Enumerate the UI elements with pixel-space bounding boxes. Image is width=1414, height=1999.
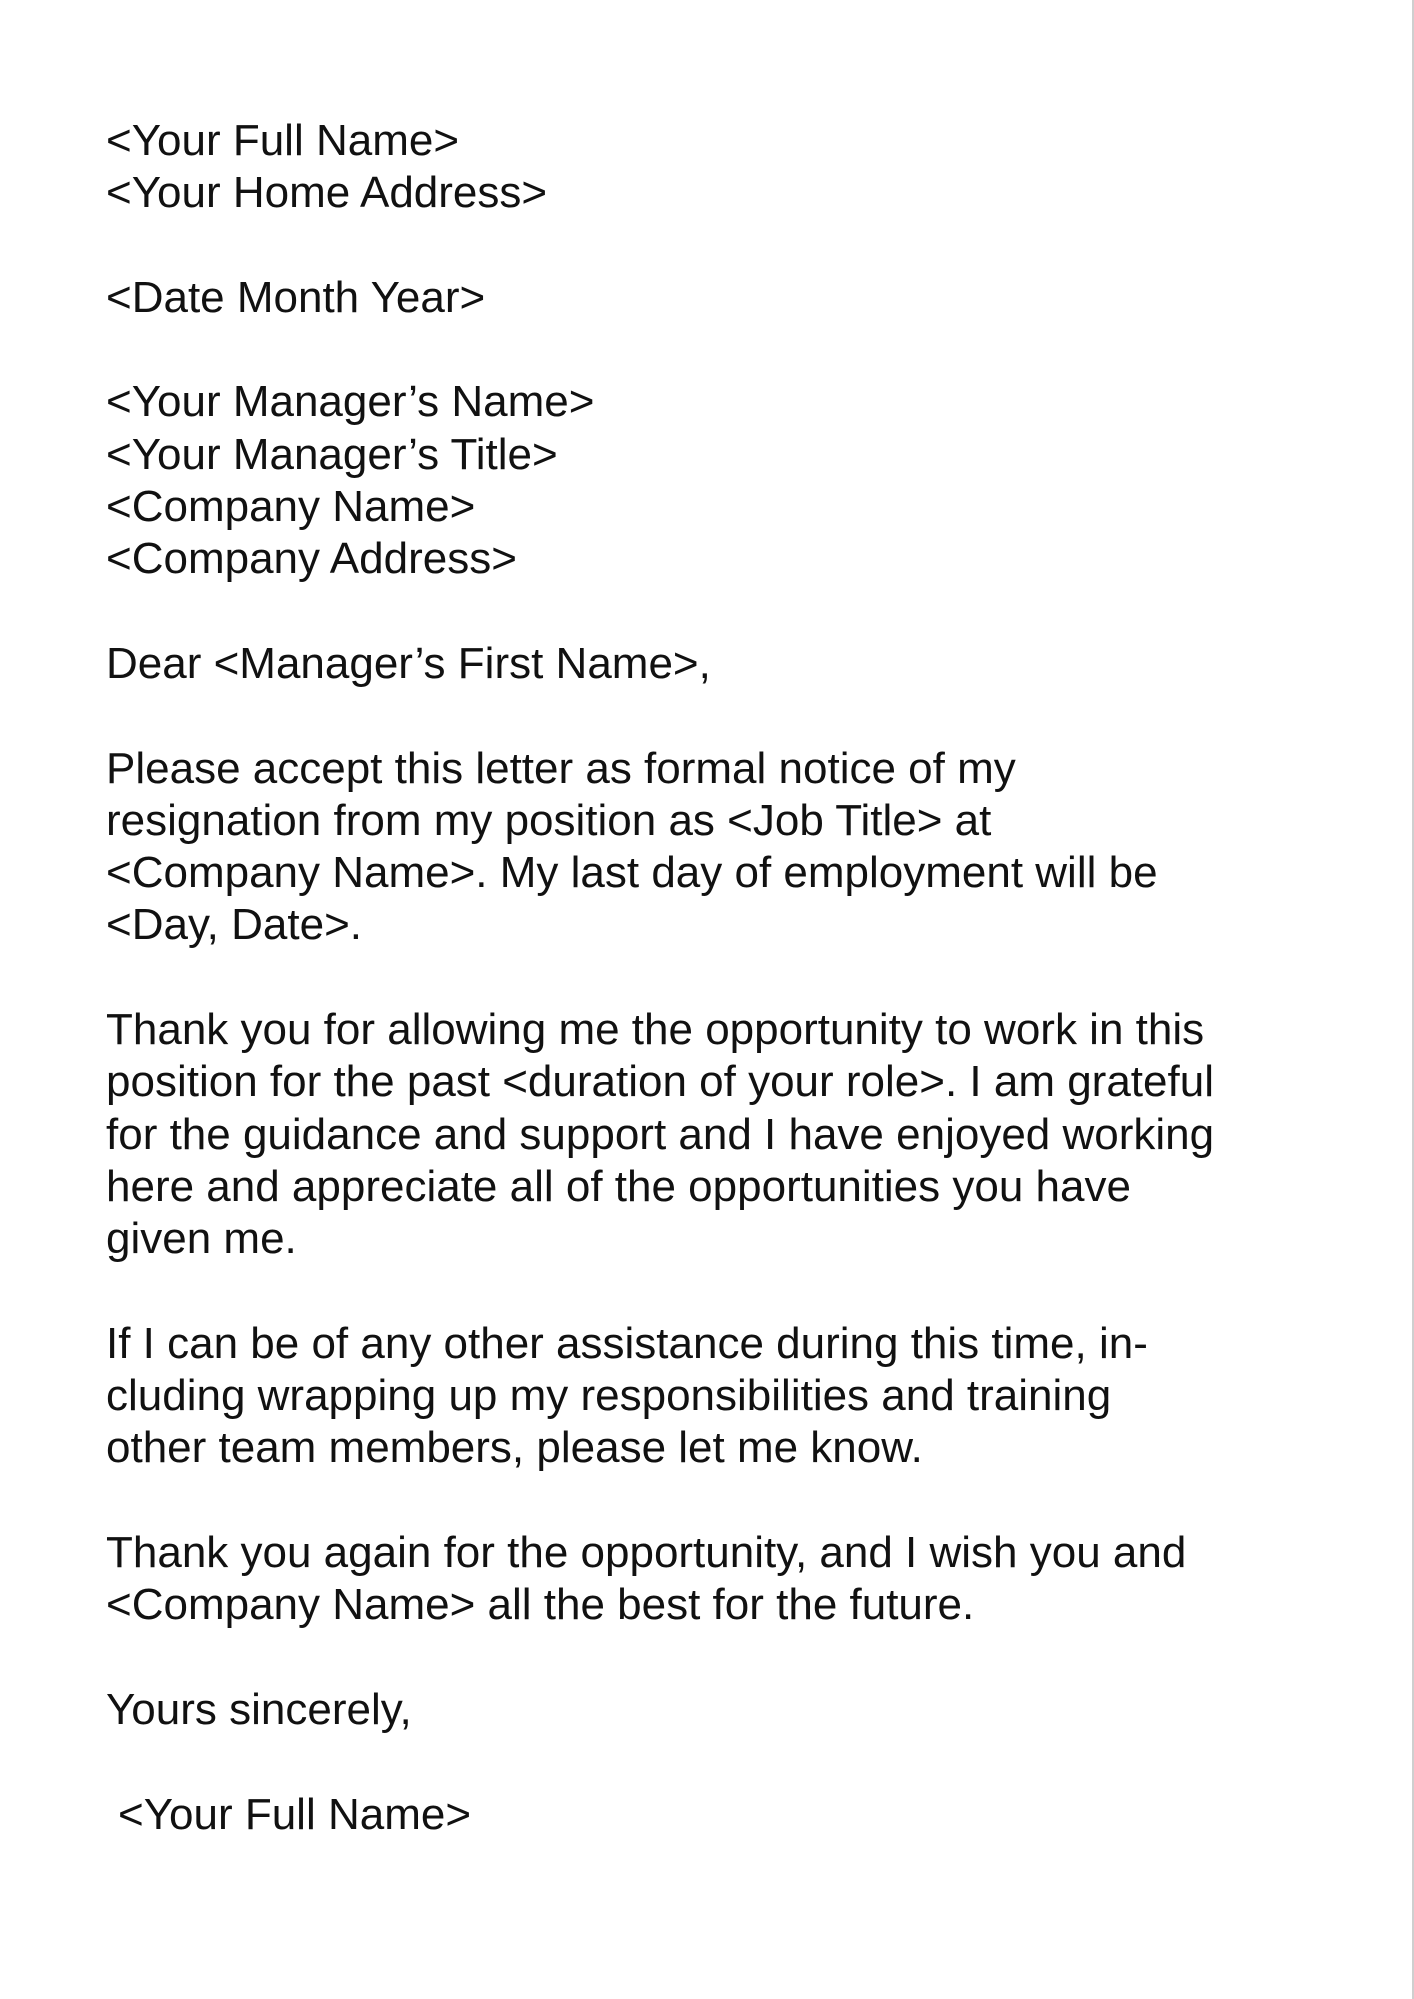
paragraph-line: here and appreciate all of the opportunities you have [106, 1161, 1131, 1211]
paragraph-line: given me. [106, 1214, 297, 1264]
signature-name: <Your Full Name> [118, 1789, 472, 1839]
paragraph-line: <Company Name>. My last day of employment will be [106, 848, 1158, 898]
sender-name: <Your Full Name> [106, 116, 460, 165]
paragraph-line: for the guidance and support and I have enjoyed working [106, 1109, 1215, 1159]
body-paragraph-notice [106, 743, 1346, 952]
salutation: Dear <Manager’s First Name>, [106, 638, 711, 688]
closing: Yours sincerely, [106, 1684, 412, 1734]
body-paragraph-assistance [106, 1318, 1346, 1475]
spacer [106, 1475, 1346, 1527]
paragraph-line: <Company Name> all the best for the future. [106, 1580, 975, 1630]
paragraph-line: Thank you for allowing me the opportunity to work in this [106, 1005, 1205, 1055]
resignation-letter [106, 115, 1346, 1841]
recipient-company: <Company Name> [106, 482, 476, 532]
paragraph-line: Thank you again for the opportunity, and I wish you and [106, 1528, 1187, 1578]
spacer [106, 1632, 1346, 1684]
body-paragraph-closing-wishes [106, 1527, 1346, 1632]
paragraph-line: <Day, Date>. [106, 900, 362, 950]
spacer [106, 690, 1346, 742]
sender-address: <Your Home Address> [106, 168, 548, 218]
paragraph-line: cluding wrapping up my responsibilities and training [106, 1371, 1112, 1421]
spacer [106, 324, 1346, 376]
paragraph-line: resignation from my position as <Job Title> at [106, 795, 992, 845]
letter-date: <Date Month Year> [106, 272, 486, 322]
spacer [106, 220, 1346, 272]
paragraph-line: position for the past <duration of your role>. I am grateful [106, 1057, 1214, 1107]
spacer [106, 952, 1346, 1004]
spacer [106, 1266, 1346, 1318]
paragraph-line: other team members, please let me know. [106, 1423, 923, 1473]
body-paragraph-thanks [106, 1004, 1346, 1265]
recipient-title: <Your Manager’s Title> [106, 429, 558, 479]
spacer [106, 1736, 1346, 1788]
spacer [106, 586, 1346, 638]
recipient-name: <Your Manager’s Name> [106, 377, 595, 427]
paragraph-line: Please accept this letter as formal notice of my [106, 743, 1016, 793]
paragraph-line: If I can be of any other assistance during this time, in- [106, 1318, 1148, 1368]
recipient-address: <Company Address> [106, 534, 517, 584]
